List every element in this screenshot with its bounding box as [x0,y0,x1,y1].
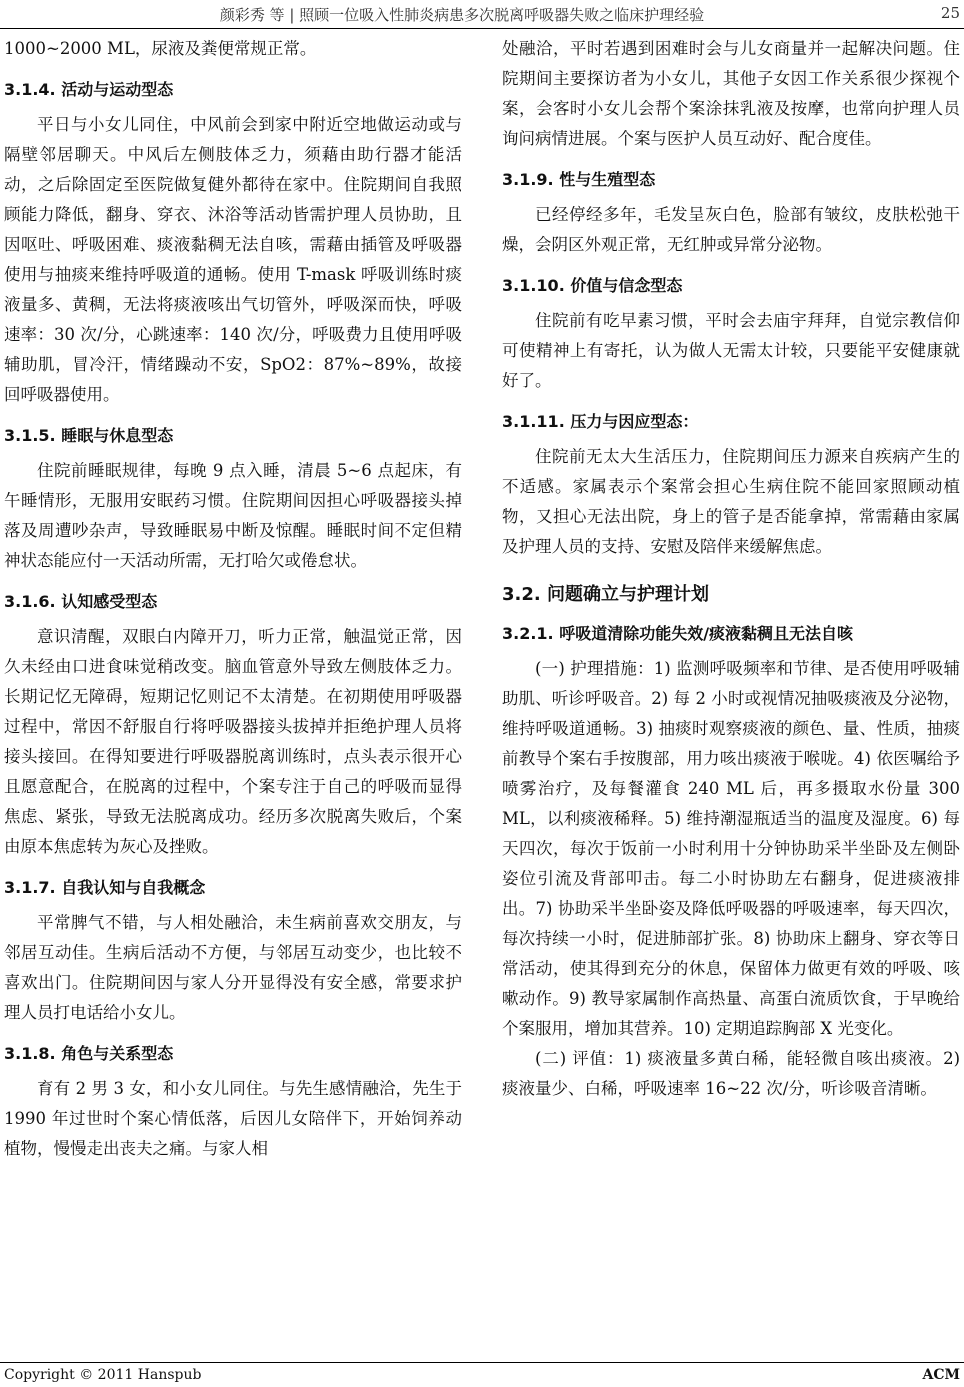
body-paragraph: 住院前无太大生活压力，住院期间压力源来自疾病产生的不适感。家属表示个案常会担心生病住院不能回家照顾动植物，又担心无法出院，身上的管子是否能拿掉，常需藉由家属及护理人员的支持、安慰及陪伴来缓解焦虑。 [502,447,960,556]
section-heading: 3.1.9. 性与生殖型态 [502,170,656,189]
page-footer [0,1362,964,1387]
section-heading: 3.1.11. 压力与因应型态： [502,412,699,431]
section-heading: 3.1.4. 活动与运动型态 [4,80,174,99]
right-column [502,34,960,1344]
body-paragraph: 住院前睡眠规律，每晚 9 点入睡，清晨 5~6 点起床，有午睡情形，无服用安眠药习惯。住院期间因担心呼吸器接头掉落及周遭吵杂声，导致睡眠易中断及惊醒。睡眠时间不定但精神状态能应付一天活动所需，无打哈欠或倦怠状。 [4,461,462,570]
section-heading: 3.1.7. 自我认知与自我概念 [4,878,206,897]
section-heading: 3.1.10. 价值与信念型态 [502,276,683,295]
body-paragraph: 已经停经多年，毛发呈灰白色，脸部有皱纹，皮肤松弛干燥，会阴区外观正常，无红肿或异常分泌物。 [502,205,960,254]
page-header [0,0,964,29]
body-paragraph: 育有 2 男 3 女，和小女儿同住。与先生感情融洽，先生于 1990 年过世时个案心情低落，后因儿女陪伴下，开始饲养动植物，慢慢走出丧夫之痛。与家人相 [4,1079,462,1158]
section-heading: 3.1.6. 认知感受型态 [4,592,158,611]
body-paragraph: 住院前有吃早素习惯，平时会去庙宇拜拜，自觉宗教信仰可使精神上有寄托，认为做人无需太计较，只要能平安健康就好了。 [502,311,960,390]
body-paragraph: 平常脾气不错，与人相处融洽，未生病前喜欢交朋友，与邻居互动佳。生病后活动不方便，与邻居互动变少，也比较不喜欢出门。住院期间因与家人分开显得没有安全感，常要求护理人员打电话给小女儿。 [4,913,462,1022]
left-column [4,34,462,1344]
copyright-notice: Copyright © 2011 Hanspub [4,1367,202,1383]
section-heading: 3.1.8. 角色与关系型态 [4,1044,174,1063]
page-number: 25 [940,4,960,22]
body-paragraph: 1000~2000 ML，尿液及粪便常规正常。 [4,39,317,58]
body-paragraph: (一) 护理措施：1) 监测呼吸频率和节律、是否使用呼吸辅助肌、听诊呼吸音。2) 每 2 小时或视情况抽吸痰液及分泌物，维持呼吸道通畅。3) 抽痰时观察痰液的颜色、量、性质，抽痰前教导个案右手按腹部，用力咳出痰液于喉咙。4) 依医嘱给予喷雾治疗，及每餐灌食 240 ML 后，再多摄取水份量 300 ML，以利痰液稀释。5) 维持潮湿瓶适当的温度及湿度。6) 每天四次，每次于饭前一小时利用十分钟协助采半坐卧及左侧卧姿位引流及背部叩击。每二小时协助左右翻身，促进痰液排出。7) 协助采半坐卧姿及降低呼吸器的呼吸速率，每天四次，每次持续一小时，促进肺部扩张。8) 协助床上翻身、穿衣等日常活动，使其得到充分的休息，保留体力做更有效的呼吸、咳嗽动作。9) 教导家属制作高热量、高蛋白流质饮食，于早晚给个案服用，增加其营养。10) 定期追踪胸部 X 光变化。 [502,659,960,1038]
journal-name: ACM [922,1367,960,1383]
section-heading: 3.2.1. 呼吸道清除功能失效/痰液黏稠且无法自咳 [502,624,854,643]
body-paragraph: 处融洽，平时若遇到困难时会与儿女商量并一起解决问题。住院期间主要探访者为小女儿，其他子女因工作关系很少探视个案，会客时小女儿会帮个案涂抹乳液及按摩，也常向护理人员询问病情进展。个案与医护人员互动好、配合度佳。 [502,39,960,148]
chapter-heading: 3.2. 问题确立与护理计划 [502,584,709,605]
running-title: 颜彩秀 等 | 照顾一位吸入性肺炎病患多次脱离呼吸器失败之临床护理经验 [219,6,705,24]
section-heading: 3.1.5. 睡眠与休息型态 [4,426,174,445]
body-paragraph: 平日与小女儿同住，中风前会到家中附近空地做运动或与隔壁邻居聊天。中风后左侧肢体乏力，须藉由助行器才能活动，之后除固定至医院做复健外都待在家中。住院期间自我照顾能力降低，翻身、穿衣、沐浴等活动皆需护理人员协助，且因呕吐、呼吸困难、痰液黏稠无法自咳，需藉由插管及呼吸器使用与抽痰来维持呼吸道的通畅。使用 T-mask 呼吸训练时痰液量多、黄稠，无法将痰液咳出气切管外，呼吸深而快，呼吸速率：30 次/分，心跳速率：140 次/分，呼吸费力且使用呼吸辅助肌，冒冷汗，情绪躁动不安，SpO2：87%~89%，故接回呼吸器使用。 [4,115,462,404]
body-paragraph: (二) 评值：1) 痰液量多黄白稀，能轻微自咳出痰液。2) 痰液量少、白稀，呼吸速率 16~22 次/分，听诊吸音清晰。 [502,1049,960,1098]
body-paragraph: 意识清醒，双眼白内障开刀，听力正常，触温觉正常，因久未经由口进食味觉稍改变。脑血管意外导致左侧肢体乏力。长期记忆无障碍，短期记忆则记不太清楚。在初期使用呼吸器过程中，常因不舒服自行将呼吸器接头拔掉并拒绝护理人员将接头接回。在得知要进行呼吸器脱离训练时，点头表示很开心且愿意配合，在脱离的过程中，个案专注于自己的呼吸而显得焦虑、紧张，导致无法脱离成功。经历多次脱离失败后，个案由原本焦虑转为灰心及挫败。 [4,627,462,856]
